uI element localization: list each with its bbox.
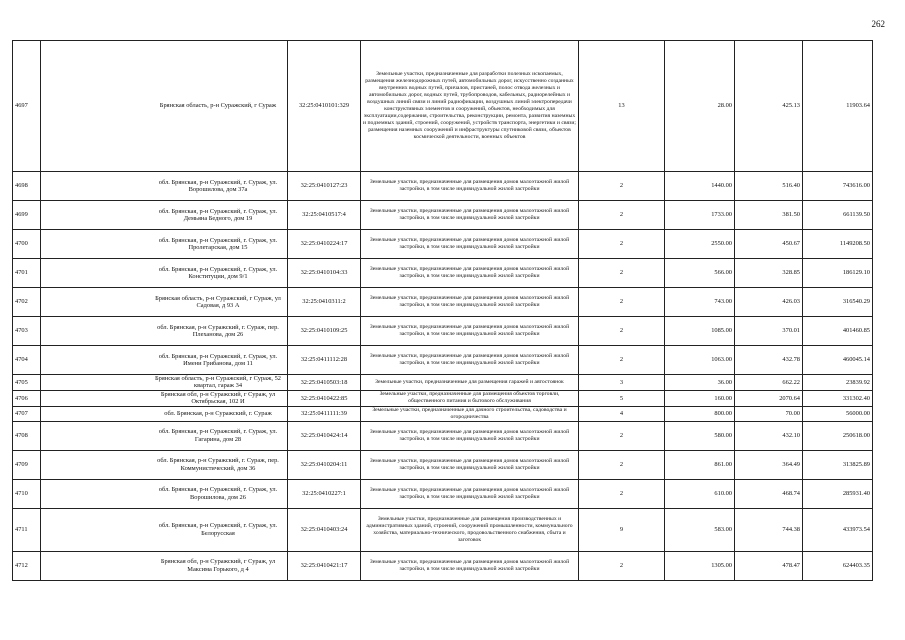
row-permitted-use: Земельные участки, предназначенные для размещения гаражей и автостоянок [361,375,579,391]
row-cadastral-value: 624403.35 [803,551,873,580]
row-cadastral-value: 331302.40 [803,390,873,406]
row-category-code: 2 [579,317,665,346]
row-number: 4709 [13,450,41,479]
row-category-code: 2 [579,172,665,201]
row-area: 1305.00 [665,551,735,580]
row-address: обл. Брянская, р-н Суражский, г. Сураж, ул. Демьяна Бедного, дом 19 [41,201,288,230]
row-area: 1733.00 [665,201,735,230]
table-row [13,479,873,508]
row-specific-value: 425.13 [735,41,803,172]
row-specific-value: 662.22 [735,375,803,391]
table-row [13,172,873,201]
row-address: Брянская область, р-н Суражский, г Сураж [41,41,288,172]
table-row [13,390,873,406]
row-permitted-use: Земельные участки, предназначенные для размещения объектов торговли, общественного питания и бытового обслуживания [361,390,579,406]
row-specific-value: 2070.64 [735,390,803,406]
row-area: 1085.00 [665,317,735,346]
row-specific-value: 744.38 [735,508,803,551]
row-cadastral-number: 32:25:0410224:17 [288,230,361,259]
row-permitted-use: Земельные участки, предназначенные для разработки полезных ископаемых, размещения железнодорожных путей, автомобильных дорог, искусственно созданных внутренних водных путей, причалов, пристаней, полос отвода железных и автомобильных дорог, водных путей, трубопроводов, кабельных, радиорелейных и воздушных линий связи и линий радиофикации, воздушных линий электропередачи конструктивных элементов и сооружений, объектов, необходимых для эксплуатации,содержания, строительства, реконструкции, ремонта, развития наземных и подземных зданий, строений, сооружений, устройств транспорта, энергетики и связи; размещения наземных сооружений и инфраструктуры спутниковой связи, объектов космической деятельности, военных объектов [361,41,579,172]
row-area: 583.00 [665,508,735,551]
row-category-code: 3 [579,375,665,391]
row-cadastral-number: 32:25:0410204:11 [288,450,361,479]
table-row [13,288,873,317]
row-cadastral-value: 316540.29 [803,288,873,317]
row-permitted-use: Земельные участки, предназначенные для размещения домов малоэтажной жилой застройки, в том числе индивидуальной жилой застройки [361,346,579,375]
row-permitted-use: Земельные участки, предназначенные для размещения домов малоэтажной жилой застройки, в том числе индивидуальной жилой застройки [361,288,579,317]
row-specific-value: 370.01 [735,317,803,346]
row-number: 4707 [13,406,41,421]
row-specific-value: 432.78 [735,346,803,375]
row-cadastral-value: 11903.64 [803,41,873,172]
row-permitted-use: Земельные участки, предназначенные для размещения домов малоэтажной жилой застройки, в том числе индивидуальной жилой застройки [361,259,579,288]
row-cadastral-value: 743616.00 [803,172,873,201]
row-number: 4702 [13,288,41,317]
row-specific-value: 478.47 [735,551,803,580]
row-cadastral-value: 401460.85 [803,317,873,346]
row-permitted-use: Земельные участки, предназначенные для размещения домов малоэтажной жилой застройки, в том числе индивидуальной жилой застройки [361,421,579,450]
row-specific-value: 426.03 [735,288,803,317]
row-permitted-use: Земельные участки, предназначенные для размещения домов малоэтажной жилой застройки, в том числе индивидуальной жилой застройки [361,479,579,508]
row-area: 743.00 [665,288,735,317]
row-specific-value: 468.74 [735,479,803,508]
page-number: 262 [871,19,885,29]
row-category-code: 5 [579,390,665,406]
row-category-code: 9 [579,508,665,551]
table-row [13,317,873,346]
row-specific-value: 432.10 [735,421,803,450]
row-cadastral-number: 32:25:0410503:18 [288,375,361,391]
row-cadastral-value: 285931.40 [803,479,873,508]
row-address: обл. Брянская, р-н Суражский, г. Сураж, пер. Коммунистический, дом 36 [41,450,288,479]
row-number: 4701 [13,259,41,288]
row-category-code: 2 [579,259,665,288]
row-number: 4704 [13,346,41,375]
row-cadastral-value: 1149208.50 [803,230,873,259]
row-cadastral-number: 32:25:0410127:23 [288,172,361,201]
row-category-code: 2 [579,201,665,230]
row-category-code: 2 [579,479,665,508]
row-cadastral-number: 32:25:0410104:33 [288,259,361,288]
row-area: 610.00 [665,479,735,508]
table-row [13,551,873,580]
row-cadastral-number: 32:25:0410311:2 [288,288,361,317]
row-specific-value: 381.50 [735,201,803,230]
row-address: обл. Брянская, р-н Суражский, г. Сураж, ул. Имени Грибанова, дом 11 [41,346,288,375]
row-address: Брянская область, р-н Суражский, г Сураж, 52 квартал, гараж 34 [41,375,288,391]
cadastral-value-table [12,40,873,581]
row-permitted-use: Земельные участки, предназначенные для размещения домов малоэтажной жилой застройки, в том числе индивидуальной жилой застройки [361,450,579,479]
row-permitted-use: Земельные участки, предназначенные для размещения домов малоэтажной жилой застройки, в том числе индивидуальной жилой застройки [361,172,579,201]
row-cadastral-number: 32:25:0410422:85 [288,390,361,406]
row-address: обл. Брянская, р-н Суражский, г. Сураж [41,406,288,421]
row-cadastral-value: 313825.89 [803,450,873,479]
row-permitted-use: Земельные участки, предназначенные для размещения домов малоэтажной жилой застройки, в том числе индивидуальной жилой застройки [361,551,579,580]
row-area: 566.00 [665,259,735,288]
row-specific-value: 364.49 [735,450,803,479]
row-category-code: 2 [579,288,665,317]
row-address: обл. Брянская, р-н Суражский, г. Сураж, ул. Ворошилова, дом 26 [41,479,288,508]
row-cadastral-number: 32:25:0410517:4 [288,201,361,230]
row-number: 4708 [13,421,41,450]
row-category-code: 2 [579,551,665,580]
table-row [13,375,873,391]
row-cadastral-number: 32:25:0410109:25 [288,317,361,346]
row-number: 4712 [13,551,41,580]
row-category-code: 2 [579,450,665,479]
row-cadastral-number: 32:25:0410424:14 [288,421,361,450]
row-area: 28.00 [665,41,735,172]
row-number: 4698 [13,172,41,201]
row-permitted-use: Земельные участки, предназначенные для размещения производственных и административных зданий, строений, сооружений промышленности, коммунального хозяйства, материально-технического, продовольственного снабжения, сбыта и заготовок [361,508,579,551]
row-permitted-use: Земельные участки, предназначенные для размещения домов малоэтажной жилой застройки, в том числе индивидуальной жилой застройки [361,317,579,346]
row-number: 4699 [13,201,41,230]
row-category-code: 2 [579,346,665,375]
table-row [13,259,873,288]
row-address: обл. Брянская, р-н Суражский, г. Сураж, ул. Белорусская [41,508,288,551]
row-category-code: 2 [579,421,665,450]
row-area: 36.00 [665,375,735,391]
row-address: обл. Брянская, р-н Суражский, г. Сураж, ул. Ворошилова, дом 37а [41,172,288,201]
row-cadastral-number: 32:25:0410403:24 [288,508,361,551]
table-row [13,201,873,230]
row-area: 1063.00 [665,346,735,375]
row-number: 4705 [13,375,41,391]
row-address: Брянская область, р-н Суражский, г Сураж, ул Садовая, д 93 А [41,288,288,317]
table-row [13,406,873,421]
row-specific-value: 450.67 [735,230,803,259]
table-row [13,508,873,551]
row-number: 4711 [13,508,41,551]
row-specific-value: 328.85 [735,259,803,288]
row-area: 861.00 [665,450,735,479]
row-address: обл. Брянская, р-н Суражский, г. Сураж, пер. Плеханова, дом 26 [41,317,288,346]
row-category-code: 13 [579,41,665,172]
row-cadastral-number: 32:25:0411111:39 [288,406,361,421]
table-row [13,41,873,172]
row-number: 4710 [13,479,41,508]
row-cadastral-number: 32:25:0410227:1 [288,479,361,508]
row-cadastral-value: 250618.00 [803,421,873,450]
table-row [13,421,873,450]
row-cadastral-value: 433973.54 [803,508,873,551]
row-address: обл. Брянская, р-н Суражский, г. Сураж, ул. Гагарина, дом 28 [41,421,288,450]
row-cadastral-value: 186129.10 [803,259,873,288]
row-address: Брянская обл, р-н Суражский, г Сураж, ул Максима Горького, д 4 [41,551,288,580]
row-cadastral-number: 32:25:0411112:28 [288,346,361,375]
row-cadastral-value: 23839.92 [803,375,873,391]
row-specific-value: 70.00 [735,406,803,421]
row-cadastral-value: 460045.14 [803,346,873,375]
row-number: 4700 [13,230,41,259]
row-area: 160.00 [665,390,735,406]
row-cadastral-value: 56000.00 [803,406,873,421]
row-specific-value: 516.40 [735,172,803,201]
table-row [13,346,873,375]
row-permitted-use: Земельные участки, предназначенные для размещения домов малоэтажной жилой застройки, в том числе индивидуальной жилой застройки [361,201,579,230]
row-permitted-use: Земельные участки, предназначенные для размещения домов малоэтажной жилой застройки, в том числе индивидуальной жилой застройки [361,230,579,259]
row-number: 4703 [13,317,41,346]
row-category-code: 4 [579,406,665,421]
row-area: 2550.00 [665,230,735,259]
row-cadastral-value: 661139.50 [803,201,873,230]
row-number: 4697 [13,41,41,172]
row-cadastral-number: 32:25:0410101:329 [288,41,361,172]
row-address: Брянская обл, р-н Суражский, г Сураж, ул Октябрьская, 102 И [41,390,288,406]
table-row [13,230,873,259]
row-permitted-use: Земельные участки, предназначенные для дачного строительства, садоводства и огородничества [361,406,579,421]
table-row [13,450,873,479]
row-category-code: 2 [579,230,665,259]
row-address: обл. Брянская, р-н Суражский, г. Сураж, ул. Пролетарская, дом 15 [41,230,288,259]
row-area: 580.00 [665,421,735,450]
row-area: 1440.00 [665,172,735,201]
row-number: 4706 [13,390,41,406]
row-area: 800.00 [665,406,735,421]
row-address: обл. Брянская, р-н Суражский, г. Сураж, ул. Конституции, дом 9/1 [41,259,288,288]
row-cadastral-number: 32:25:0410421:17 [288,551,361,580]
